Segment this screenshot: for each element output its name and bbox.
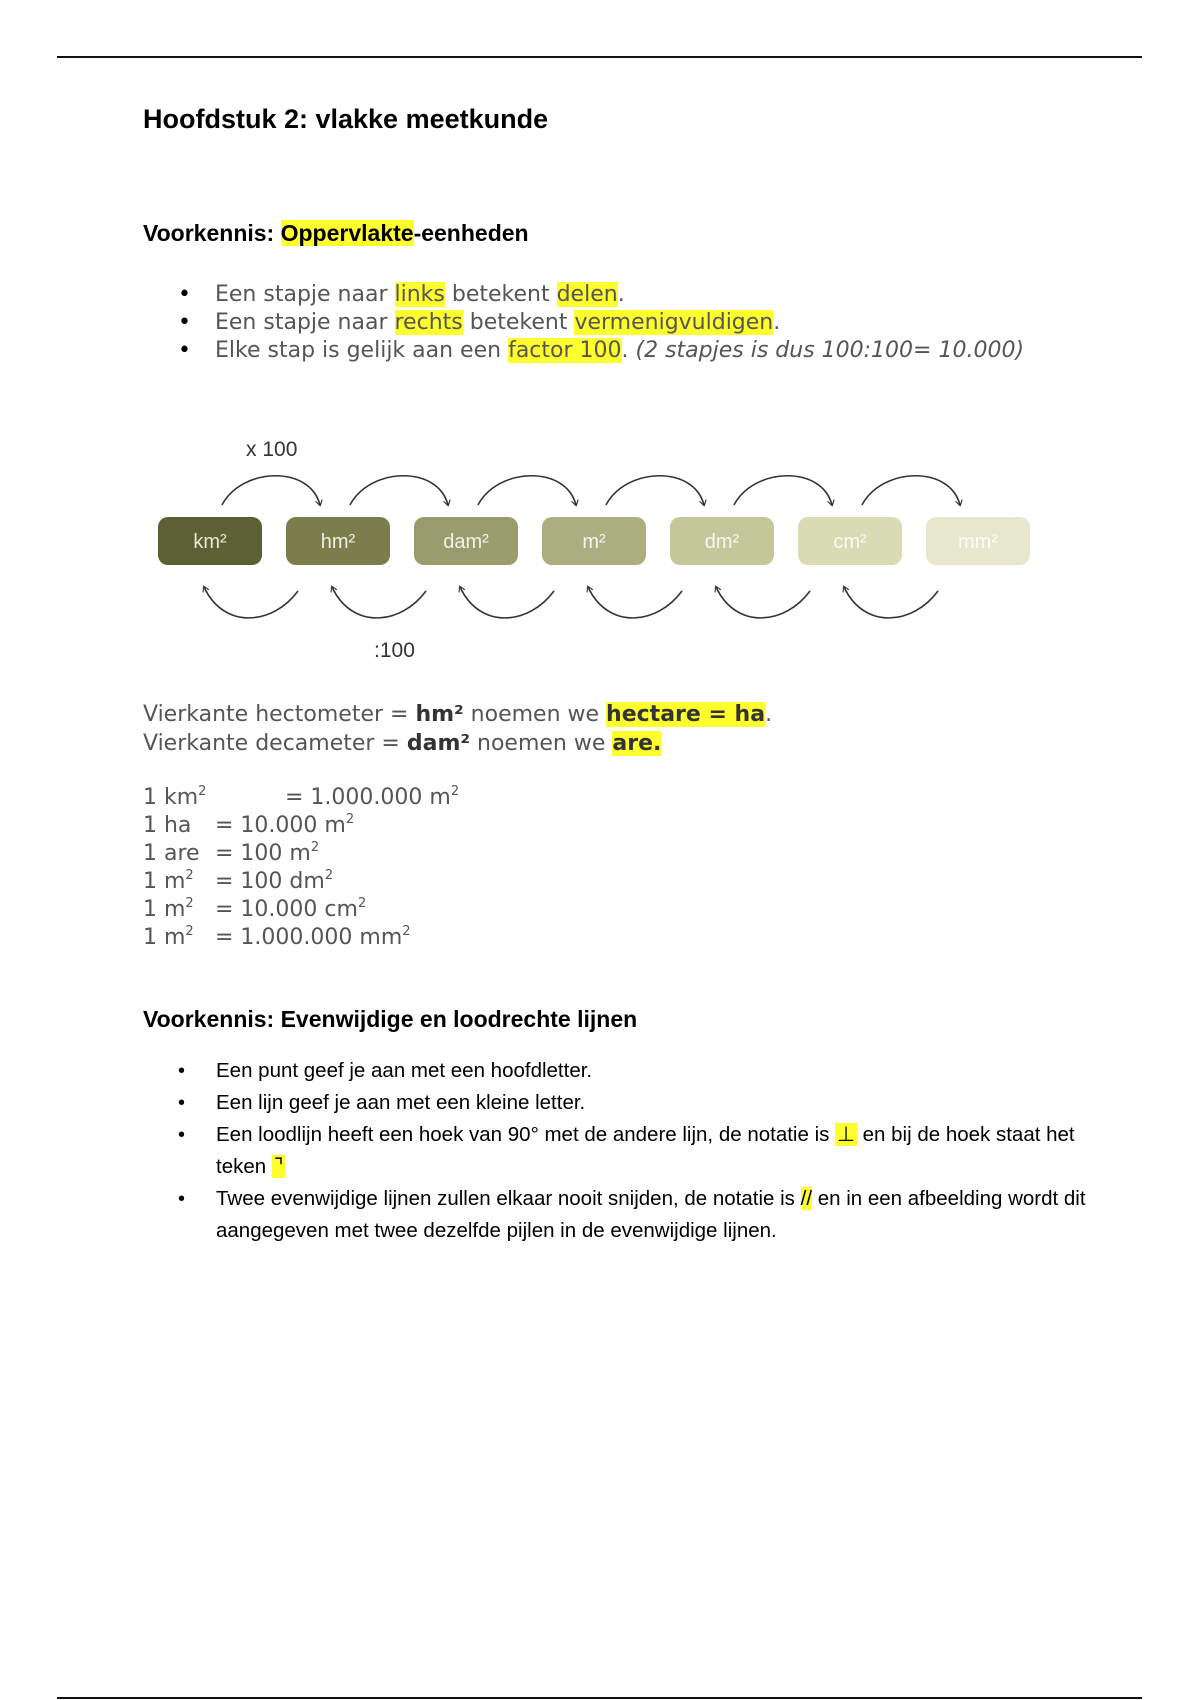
perpendicular-symbol: ⊥ [837,1123,855,1146]
multiply-arrow [862,476,960,505]
multiply-arrow [734,476,832,505]
list-item [143,309,1043,337]
text-span: Elke stap is gelijk aan een [215,338,509,363]
footer-rule [57,1697,1142,1699]
italic-note: (2 stapjes is dus 100:100= 10.000) [635,338,1025,363]
highlight: hectare = ha [606,702,766,727]
section-heading-area-units [143,220,529,247]
text-span: Vierkante decameter = [143,731,407,756]
equality-lhs: 1 $m^2$ [143,924,194,950]
equality-lhs: 1 are [143,841,200,866]
definition-line [143,700,772,729]
unit-label: km² [193,531,227,553]
multiply-arrow [606,476,704,505]
text-span: betekent [462,310,575,335]
text-span: . [621,338,636,363]
text-span: Een stapje naar [215,282,395,307]
section-heading-lines: Voorkennis: Evenwijdige en loodrechte lijnen [143,1006,638,1032]
text-span: Twee evenwijdige lijnen zullen elkaar nooit snijden, de notatie is [216,1187,801,1210]
divide-arrow [332,587,426,618]
header-rule [57,56,1142,58]
unit-boxes [158,517,1030,565]
unit-label: m² [582,531,606,553]
equality-rhs: = 10.000 $cm^2$ [215,896,367,922]
hectare-are-definitions [143,700,772,758]
unit-label: dm² [704,531,740,553]
unit-label: cm² [833,531,867,553]
highlight: delen [556,282,618,307]
highlight: links [394,282,445,307]
highlight: factor 100 [508,338,622,363]
text-span: . [773,310,781,335]
equality-lhs: 1 $m^2$ [143,896,194,922]
document-title: Hoofdstuk 2: vlakke meetkunde [143,104,549,134]
highlight: are. [612,731,662,756]
text-span: betekent [444,282,557,307]
unit-label: mm² [958,531,998,553]
divide-label: :100 [374,639,415,662]
multiply-arrow [478,476,576,505]
list-item [143,281,1043,309]
lines-list [143,1055,1103,1247]
multiply-arrow [350,476,448,505]
list-item: • Een punt geef je aan met een hoofdletter. [143,1055,1103,1087]
heading-prefix: Voorkennis: [143,220,281,246]
unit-label: hm² [320,531,356,553]
unit-label: dam² [443,531,489,553]
text-span: noemen we [470,731,613,756]
list-item [143,337,1043,365]
divide-arrow [588,587,682,618]
equality-rhs: = 100 $dm^2$ [215,868,334,894]
equality-rhs: = 10.000 $m^2$ [215,812,355,838]
text-span: Een stapje naar [215,310,395,335]
divide-arrow [204,587,298,618]
text-span: . [617,282,625,307]
equality-lhs: 1 ha [143,813,192,838]
list-item: • Een lijn geef je aan met een kleine letter. [143,1087,1103,1119]
equality-rhs: = 1.000.000 $m^2$ [285,784,460,810]
divide-arrow [716,587,810,618]
text-span: noemen we [463,702,607,727]
list-item [143,1183,1103,1247]
unit-bold: dam² [406,731,471,756]
unit-conversion-diagram [140,425,1040,665]
parallel-symbol: // [800,1187,813,1210]
text-span: Vierkante hectometer = [143,702,416,727]
text-span: en in een afbeelding wordt dit aangegeven met twee dezelfde pijlen in de evenwijdige lijnen. [216,1187,1086,1242]
multiply-arrow [222,476,320,505]
definition-line [143,729,772,758]
divide-arrow [460,587,554,618]
rules-list [143,281,1043,365]
heading-highlight: Oppervlakte [280,220,414,246]
highlight: vermenigvuldigen [574,310,774,335]
text-span: en bij de hoek staat het teken [216,1123,1075,1178]
unit-bold: hm² [415,702,464,727]
highlight: rechts [394,310,463,335]
equality-lhs: 1 $km^2$ [143,784,207,810]
text-span: . [765,702,773,727]
list-item [143,1119,1103,1183]
multiply-label: x 100 [246,438,298,461]
divide-arrow [844,587,938,618]
equality-rhs: = 1.000.000 $mm^2$ [215,924,411,950]
equality-lhs: 1 $m^2$ [143,868,194,894]
text-span: Een loodlijn heeft een hoek van 90° met de andere lijn, de notatie is [216,1123,836,1146]
heading-suffix: -eenheden [413,220,529,246]
equality-rhs: = 100 $m^2$ [215,840,320,866]
right-angle-symbol: ⌝ [273,1155,284,1178]
